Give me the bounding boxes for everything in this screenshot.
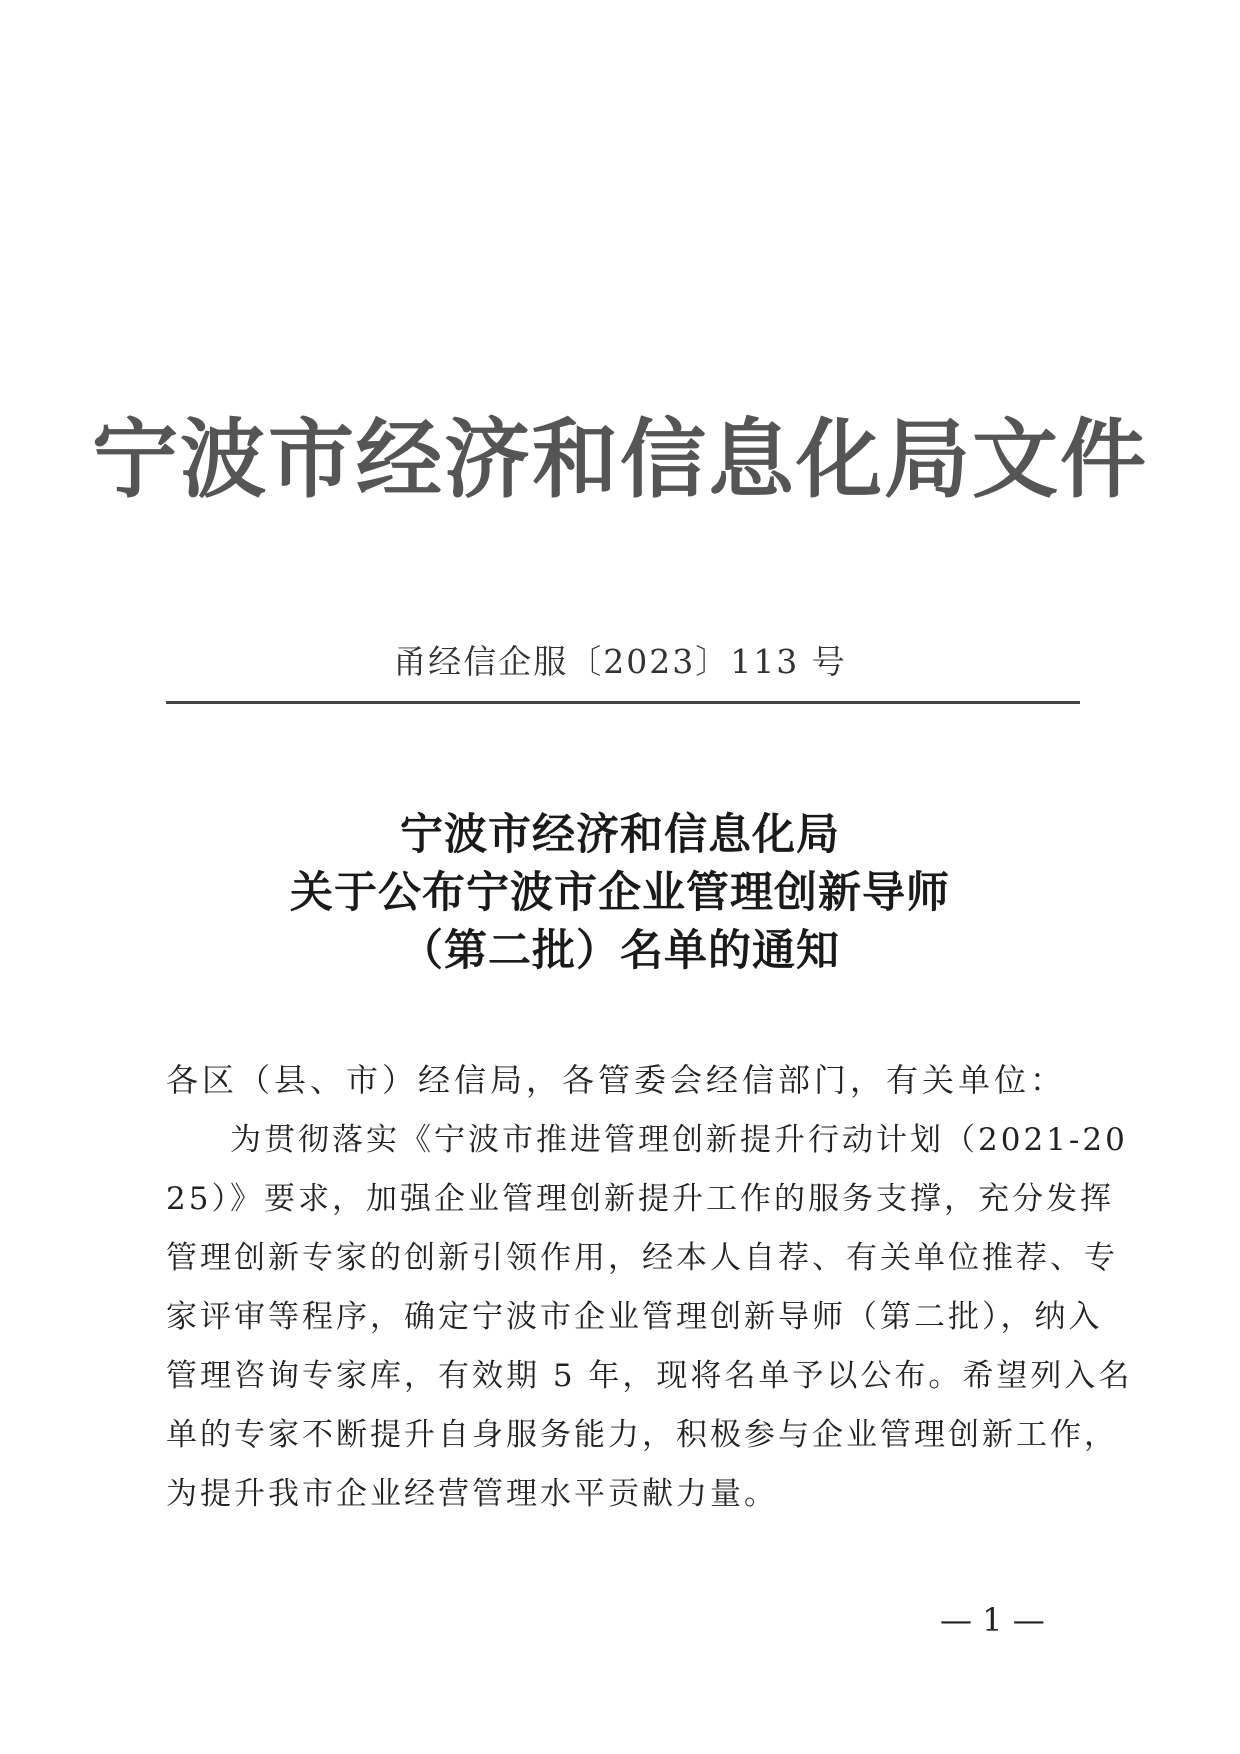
- header-divider: [166, 701, 1080, 704]
- notice-title-line: 关于公布宁波市企业管理创新导师: [290, 868, 950, 918]
- notice-title: [0, 806, 1240, 980]
- notice-title-line: 宁波市经济和信息化局: [400, 810, 840, 860]
- body-line: 单的专家不断提升自身服务能力，积极参与企业管理创新工作，: [166, 1417, 1118, 1453]
- body-line: 家评审等程序，确定宁波市企业管理创新导师（第二批），纳入: [166, 1299, 1103, 1335]
- body-line: 管理咨询专家库，有效期 5 年，现将名单予以公布。希望列入名: [166, 1358, 1133, 1394]
- document-number: 甬经信企服〔2023〕113 号: [393, 642, 847, 681]
- page-number: — 1 —: [940, 1601, 1045, 1639]
- body-line: 管理创新专家的创新引领作用，经本人自荐、有关单位推荐、专: [166, 1240, 1118, 1276]
- body-line: 为提升我市企业经营管理水平贡献力量。: [166, 1476, 778, 1512]
- body-paragraph: [166, 1111, 1133, 1524]
- issuing-authority-header: 宁波市经济和信息化局文件: [92, 410, 1148, 510]
- body-line: 25）》要求，加强企业管理创新提升工作的服务支撑，充分发挥: [166, 1181, 1114, 1217]
- body-line: 为贯彻落实《宁波市推进管理创新提升行动计划（2021-20: [230, 1122, 1128, 1158]
- salutation: 各区（县、市）经信局，各管委会经信部门，有关单位：: [166, 1061, 1067, 1099]
- notice-title-line: （第二批）名单的通知: [400, 926, 840, 976]
